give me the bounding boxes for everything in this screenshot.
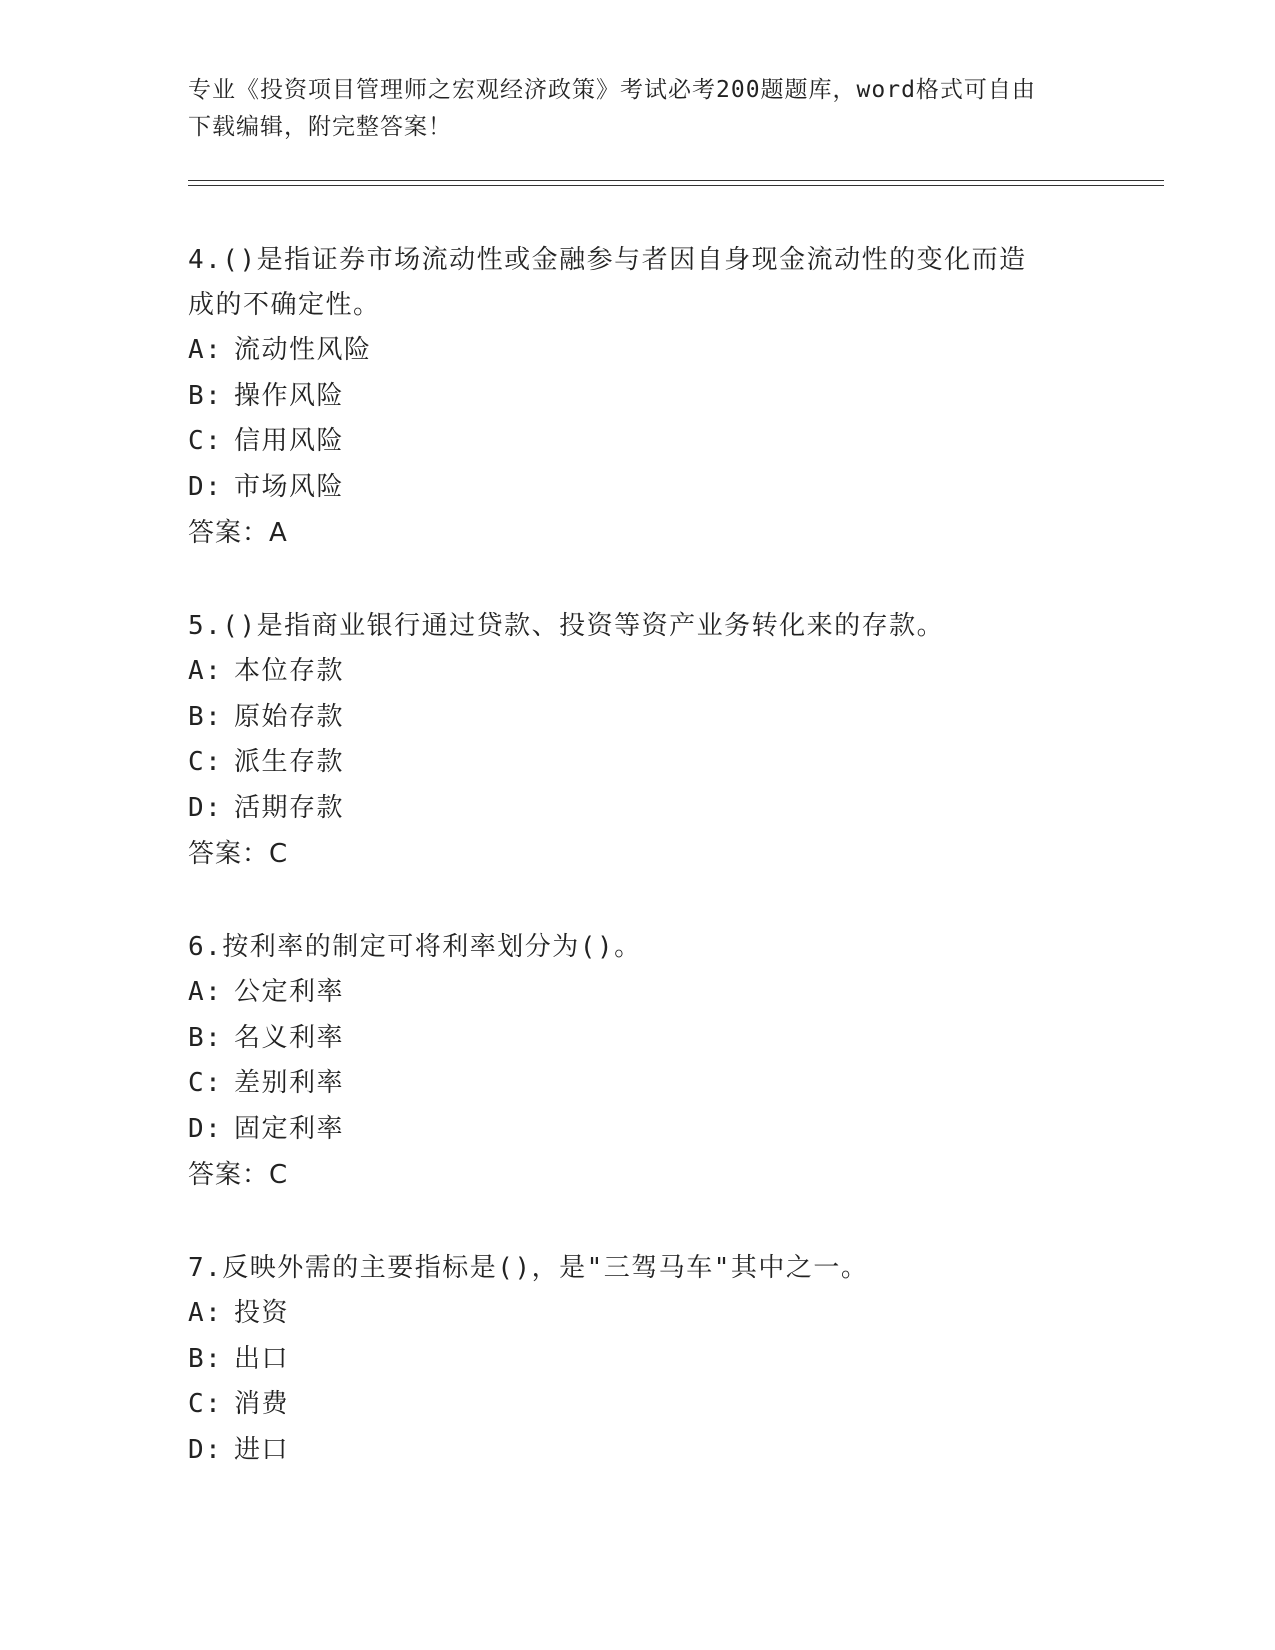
option-letter: C: (188, 1389, 223, 1419)
option-b (188, 1016, 1088, 1062)
option-a (188, 328, 1088, 374)
option-b (188, 374, 1088, 420)
option-text: 名义利率 (234, 1022, 345, 1053)
option-text: 公定利率 (234, 977, 345, 1007)
question-stem (188, 604, 1088, 649)
answer-label: 答案：C (188, 1160, 289, 1190)
option-d (188, 465, 1088, 511)
option-letter: D: (188, 1434, 223, 1465)
option-a (188, 649, 1088, 695)
option-a (188, 1291, 1088, 1337)
question-stem (188, 925, 1088, 970)
option-letter: A: (188, 977, 223, 1007)
option-letter: A: (188, 656, 223, 686)
option-c (188, 740, 1088, 786)
question-stem-line-2: 成的不确定性。 (188, 290, 381, 320)
option-letter: C: (188, 747, 223, 777)
option-text: 活期存款 (234, 792, 345, 823)
option-b (188, 695, 1088, 741)
option-text: 固定利率 (234, 1113, 345, 1144)
question-stem (188, 238, 1088, 328)
question-stem-line-1: 7.反映外需的主要指标是()，是"三驾马车"其中之一。 (188, 1253, 869, 1283)
answer-label: 答案：A (188, 518, 288, 548)
option-letter: D: (188, 792, 223, 823)
option-text: 本位存款 (234, 656, 345, 686)
option-text: 投资 (234, 1298, 290, 1328)
header-divider-bottom (188, 185, 1164, 186)
option-letter: C: (188, 1068, 223, 1098)
option-c (188, 1061, 1088, 1107)
answer-label: 答案：C (188, 839, 289, 869)
option-letter: B: (188, 380, 223, 411)
question-7 (188, 1246, 1088, 1473)
option-letter: B: (188, 1022, 223, 1053)
option-c (188, 1382, 1088, 1428)
document-header (188, 72, 1078, 146)
option-text: 差别利率 (234, 1068, 345, 1098)
option-text: 消费 (234, 1389, 290, 1419)
option-text: 进口 (234, 1434, 290, 1465)
question-6 (188, 925, 1088, 1198)
header-divider-top (188, 180, 1164, 181)
option-d (188, 1107, 1088, 1153)
header-line-1: 专业《投资项目管理师之宏观经济政策》考试必考200题题库，word格式可自由 (188, 77, 1036, 103)
option-a (188, 970, 1088, 1016)
option-letter: B: (188, 701, 223, 732)
option-text: 流动性风险 (234, 335, 372, 365)
question-4 (188, 238, 1088, 556)
question-stem-line-1: 6.按利率的制定可将利率划分为()。 (188, 932, 642, 962)
question-stem-line-1: 5.()是指商业银行通过贷款、投资等资产业务转化来的存款。 (188, 611, 945, 641)
option-letter: A: (188, 335, 223, 365)
option-letter: D: (188, 1113, 223, 1144)
option-text: 派生存款 (234, 747, 345, 777)
option-d (188, 786, 1088, 832)
option-c (188, 419, 1088, 465)
question-5 (188, 604, 1088, 877)
question-stem-line-1: 4.()是指证券市场流动性或金融参与者因自身现金流动性的变化而造 (188, 245, 1027, 275)
option-letter: A: (188, 1298, 223, 1328)
option-text: 信用风险 (234, 426, 345, 456)
question-stem (188, 1246, 1088, 1291)
option-text: 市场风险 (234, 471, 345, 502)
option-d (188, 1428, 1088, 1474)
option-b (188, 1337, 1088, 1383)
option-letter: B: (188, 1343, 223, 1374)
option-letter: D: (188, 471, 223, 502)
option-text: 出口 (234, 1343, 290, 1374)
header-line-2: 下载编辑，附完整答案！ (188, 114, 452, 140)
option-text: 原始存款 (234, 701, 345, 732)
option-letter: C: (188, 426, 223, 456)
option-text: 操作风险 (234, 380, 345, 411)
